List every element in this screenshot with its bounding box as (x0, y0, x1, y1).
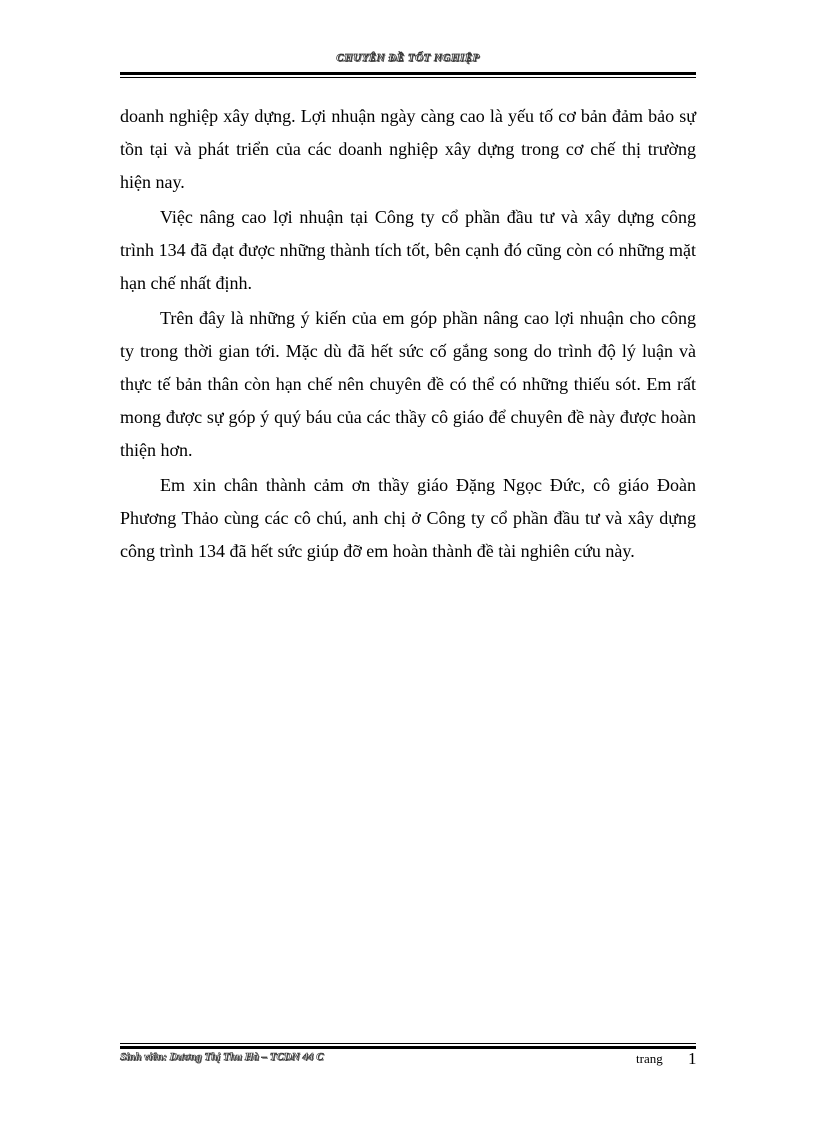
footer-page-number: 1 (688, 1049, 697, 1068)
footer-page-label: trang (636, 1051, 663, 1066)
footer-rule-thick (120, 1046, 696, 1049)
header-rule-thin (120, 77, 696, 78)
paragraph-1: doanh nghiệp xây dựng. Lợi nhuận ngày càng cao là yếu tố cơ bản đảm bảo sự tồn tại và phát triển của các doanh nghiệp xây dựng trong cơ chế thị trường hiện nay. (120, 106, 696, 192)
document-body (120, 100, 696, 570)
header-rule-thick (120, 72, 696, 75)
paragraph-4: Em xin chân thành cảm ơn thầy giáo Đặng Ngọc Đức, cô giáo Đoàn Phương Thảo cùng các cô chú, anh chị ở Công ty cổ phần đầu tư và xây dựng công trình 134 đã hết sức giúp đỡ em hoàn thành đề tài nghiên cứu này. (120, 475, 696, 561)
header-title: CHUYÊN ĐỀ TỐT NGHIỆP (336, 52, 480, 64)
paragraph-2: Việc nâng cao lợi nhuận tại Công ty cổ phần đầu tư và xây dựng công trình 134 đã đạt được những thành tích tốt, bên cạnh đó cũng còn có những mặt hạn chế nhất định. (120, 207, 696, 293)
footer-rule-thin (120, 1043, 696, 1044)
paragraph-3: Trên đây là những ý kiến của em góp phần nâng cao lợi nhuận cho công ty trong thời gian tới. Mặc dù đã hết sức cố gắng song do trình độ lý luận và thực tế bản thân còn hạn chế nên chuyên đề có thể có những thiếu sót. Em rất mong được sự góp ý quý báu của các thầy cô giáo để chuyên đề này được hoàn thiện hơn. (120, 308, 696, 460)
footer-author: Sinh viên: Dương Thị Thu Hà – TCDN 44 C (120, 1051, 324, 1063)
